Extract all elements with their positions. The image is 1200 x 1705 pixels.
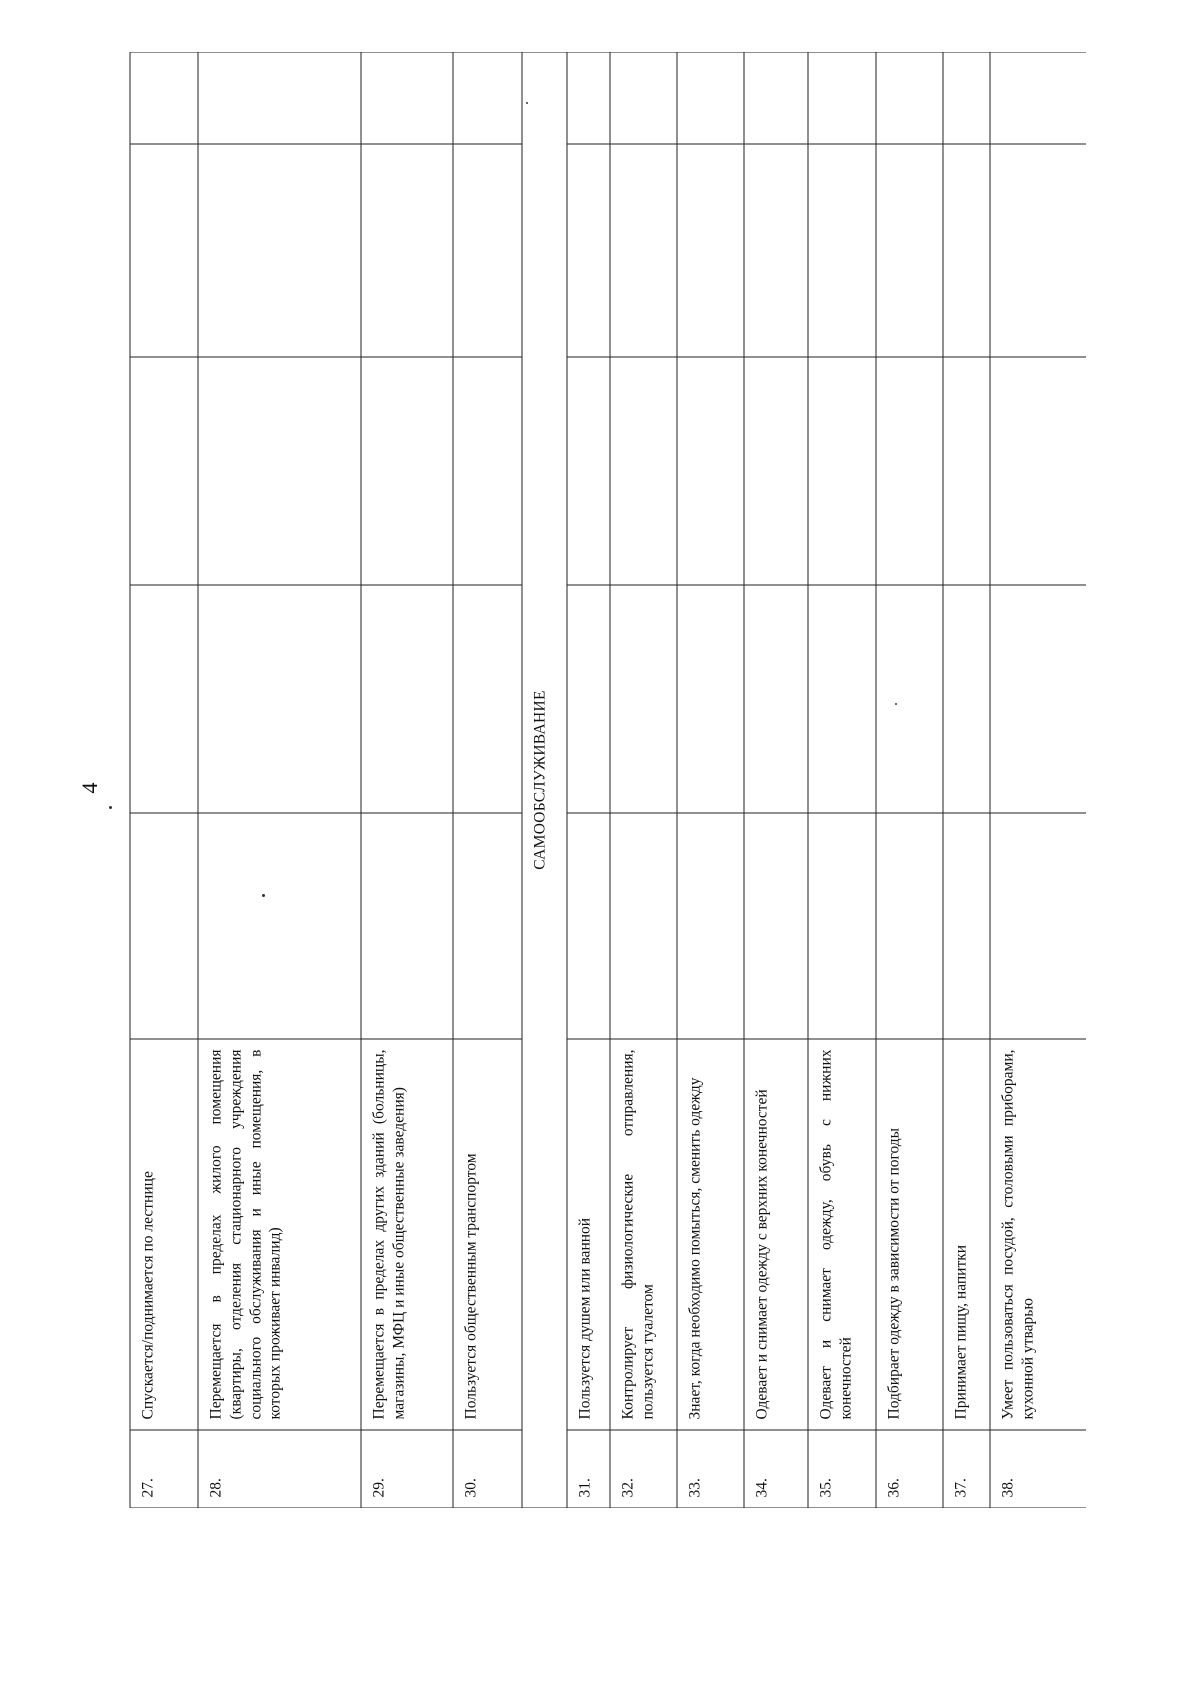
empty-cell bbox=[876, 357, 943, 585]
row-number: 34. bbox=[744, 1430, 808, 1508]
empty-cell bbox=[808, 813, 876, 1039]
empty-cell bbox=[567, 357, 610, 585]
empty-cell bbox=[990, 585, 1087, 813]
empty-cell bbox=[453, 585, 522, 813]
empty-cell bbox=[361, 585, 453, 813]
empty-cell bbox=[567, 585, 610, 813]
empty-cell bbox=[610, 52, 677, 144]
criterion-text: Подбирает одежду в зависимости от погоды bbox=[876, 1039, 943, 1430]
empty-cell bbox=[610, 357, 677, 585]
empty-cell bbox=[361, 813, 453, 1039]
empty-cell bbox=[130, 585, 198, 813]
empty-cell bbox=[453, 813, 522, 1039]
row-number: 38. bbox=[990, 1430, 1087, 1508]
criterion-text: Перемещается в пределах других зданий (больницы, магазины, МФЦ и иные общественные заведения) bbox=[361, 1039, 453, 1430]
empty-cell bbox=[198, 813, 361, 1039]
empty-cell bbox=[130, 144, 198, 357]
empty-cell bbox=[744, 144, 808, 357]
table-row bbox=[677, 52, 744, 1508]
empty-cell bbox=[808, 144, 876, 357]
empty-cell bbox=[990, 357, 1087, 585]
empty-cell bbox=[198, 585, 361, 813]
section-header-row bbox=[522, 52, 567, 1508]
criterion-text: Принимает пищу, напитки bbox=[943, 1039, 990, 1430]
table-row bbox=[943, 52, 990, 1508]
empty-cell bbox=[990, 813, 1087, 1039]
empty-cell bbox=[130, 813, 198, 1039]
empty-cell bbox=[943, 144, 990, 357]
empty-cell bbox=[677, 585, 744, 813]
empty-cell bbox=[198, 357, 361, 585]
empty-cell bbox=[808, 52, 876, 144]
table-row bbox=[453, 52, 522, 1508]
criterion-text: Одевает и снимает одежду с верхних конечностей bbox=[744, 1039, 808, 1430]
empty-cell bbox=[990, 52, 1087, 144]
row-number: 30. bbox=[453, 1430, 522, 1508]
empty-cell bbox=[943, 585, 990, 813]
row-number: 35. bbox=[808, 1430, 876, 1508]
table-row bbox=[361, 52, 453, 1508]
row-number: 33. bbox=[677, 1430, 744, 1508]
criterion-text: Пользуется общественным транспортом bbox=[453, 1039, 522, 1430]
empty-cell bbox=[567, 144, 610, 357]
criterion-text: Контролирует физиологические отправления, пользуется туалетом bbox=[610, 1039, 677, 1430]
empty-cell bbox=[130, 357, 198, 585]
table-row bbox=[198, 52, 361, 1508]
empty-cell bbox=[567, 813, 610, 1039]
empty-cell bbox=[453, 52, 522, 144]
empty-cell bbox=[876, 585, 943, 813]
empty-cell bbox=[567, 52, 610, 144]
table-row bbox=[130, 52, 198, 1508]
empty-cell bbox=[808, 585, 876, 813]
empty-cell bbox=[744, 357, 808, 585]
row-number: 27. bbox=[130, 1430, 198, 1508]
empty-cell bbox=[744, 813, 808, 1039]
empty-cell bbox=[361, 52, 453, 144]
empty-cell bbox=[876, 813, 943, 1039]
table-row bbox=[567, 52, 610, 1508]
empty-cell bbox=[610, 144, 677, 357]
empty-cell bbox=[453, 144, 522, 357]
table-row bbox=[990, 52, 1087, 1508]
row-number: 32. bbox=[610, 1430, 677, 1508]
criterion-text: Знает, когда необходимо помыться, сменить одежду bbox=[677, 1039, 744, 1430]
empty-cell bbox=[610, 585, 677, 813]
criterion-text: Перемещается в пределах жилого помещения (квартиры, отделения стационарного учреждения социального обслуживания и иные помещения, в которых проживает инвалид) bbox=[198, 1039, 361, 1430]
empty-cell bbox=[198, 144, 361, 357]
empty-cell bbox=[677, 144, 744, 357]
table-row bbox=[610, 52, 677, 1508]
empty-cell bbox=[453, 357, 522, 585]
row-number: 36. bbox=[876, 1430, 943, 1508]
criterion-text: Умеет пользоваться посудой, столовыми приборами, кухонной утварью bbox=[990, 1039, 1087, 1430]
section-title: САМООБСЛУЖИВАНИЕ bbox=[522, 52, 567, 1508]
empty-cell bbox=[808, 357, 876, 585]
empty-cell bbox=[943, 52, 990, 144]
empty-cell bbox=[361, 357, 453, 585]
criterion-text: Одевает и снимает одежду, обувь с нижних конечностей bbox=[808, 1039, 876, 1430]
scan-speck bbox=[109, 806, 112, 809]
empty-cell bbox=[943, 357, 990, 585]
row-number: 29. bbox=[361, 1430, 453, 1508]
empty-cell bbox=[677, 52, 744, 144]
table-row bbox=[808, 52, 876, 1508]
criterion-text: Спускается/поднимается по лестнице bbox=[130, 1039, 198, 1430]
page-number: 4 bbox=[77, 782, 102, 794]
empty-cell bbox=[744, 52, 808, 144]
criterion-text: Пользуется душем или ванной bbox=[567, 1039, 610, 1430]
empty-cell bbox=[876, 144, 943, 357]
row-number: 28. bbox=[198, 1430, 361, 1508]
empty-cell bbox=[130, 52, 198, 144]
empty-cell bbox=[876, 52, 943, 144]
empty-cell bbox=[677, 357, 744, 585]
empty-cell bbox=[361, 144, 453, 357]
empty-cell bbox=[744, 585, 808, 813]
empty-cell bbox=[990, 144, 1087, 357]
empty-cell bbox=[677, 813, 744, 1039]
empty-cell bbox=[943, 813, 990, 1039]
row-number: 31. bbox=[567, 1430, 610, 1508]
row-number: 37. bbox=[943, 1430, 990, 1508]
empty-cell bbox=[198, 52, 361, 144]
table-row bbox=[744, 52, 808, 1508]
table-row bbox=[876, 52, 943, 1508]
empty-cell bbox=[610, 813, 677, 1039]
assessment-table bbox=[129, 52, 1086, 1508]
